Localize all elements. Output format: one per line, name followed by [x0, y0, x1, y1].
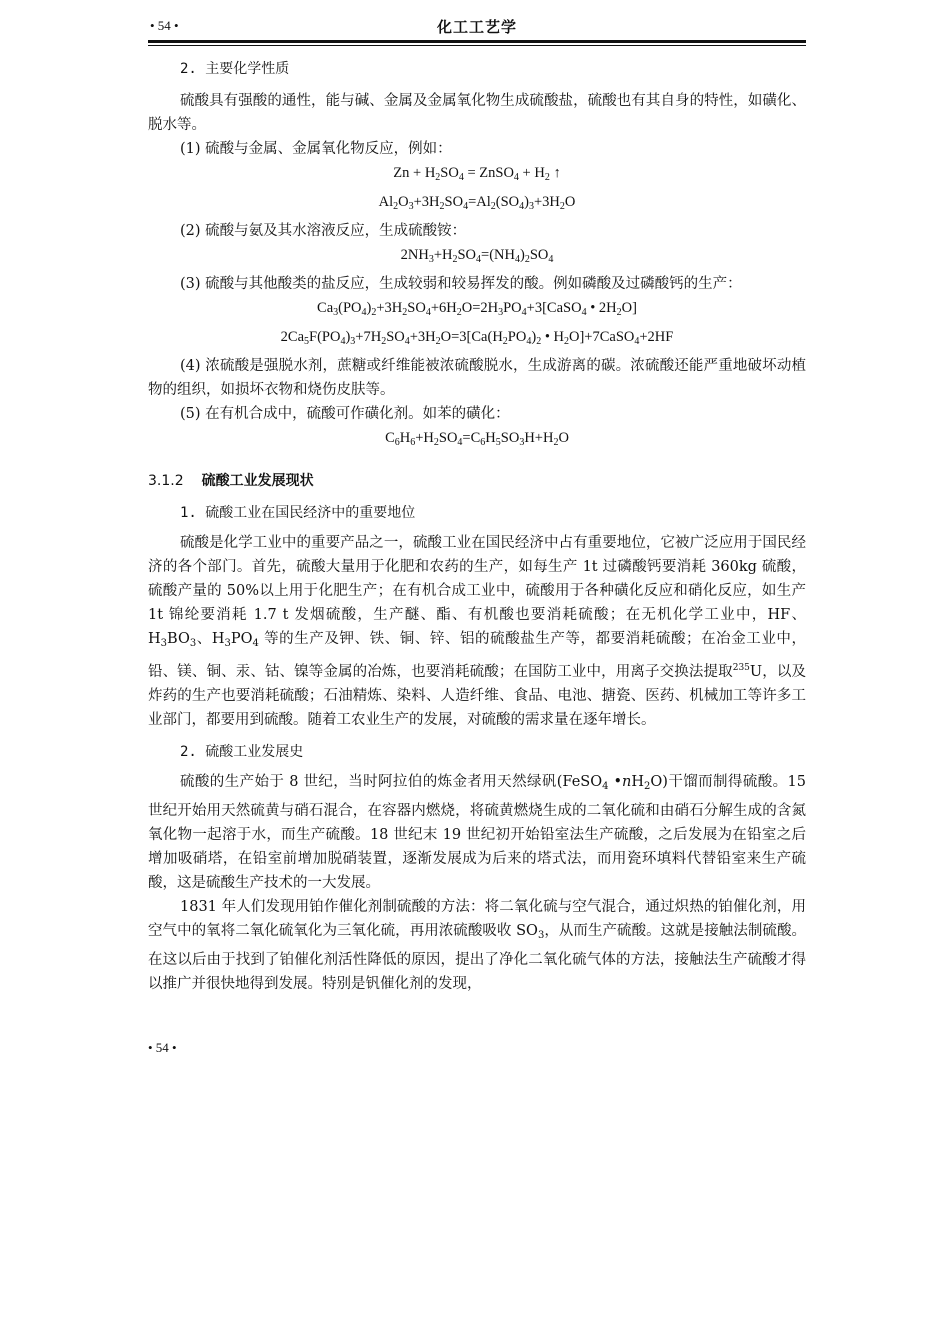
- header-rule-thick: [148, 40, 806, 43]
- paragraph-history: 硫酸的生产始于 8 世纪，当时阿拉伯的炼金者用天然绿矾(FeSO$_4$ $•nH_2O$)干馏而制得硫酸。15 世纪开始用天然硫黄与硝石混合，在容器内燃烧，将硫黄燃烧生成的二氧化硫和由硝石分解生成的含氮氧化物一起溶于水，而生产硫酸。18 世纪末 19 世纪初开始铅室法生产硫酸，之后发展为在铅室之后增加吸硝塔，在铅室前增加脱硝装置，逐渐发展成为后来的塔式法，而用瓷环填料代替铅室来生产硫酸，这是硫酸生产技术的一大发展。: [148, 774, 806, 891]
- equation-benzene: $C_6H_6+H_2SO_4=C_6H_5SO_3H+H_2O$: [385, 430, 569, 448]
- list-item-1: (1) 硫酸与金属、金属氧化物反应，例如：: [180, 141, 452, 157]
- paragraph-contact-process: 1831 年人们发现用铂作催化剂制硫酸的方法：将二氧化硫与空气混合，通过炽热的铂催化剂，用空气中的氧将二氧化硫氧化为三氧化硫，再用浓硫酸吸收 $SO_3$，从而生产硫酸。这就是接触法制硫酸。在这以后由于找到了铂催化剂活性降低的原因，提出了净化二氧化硫气体的方法，接触法生产硫酸才得以推广并很快地得到发展。特别是钒催化剂的发现，: [148, 899, 807, 992]
- header-page-number: • 54 •: [150, 18, 179, 33]
- list-item-2: (2) 硫酸与氨及其水溶液反应，生成硫酸铵：: [180, 223, 467, 239]
- page-content: [148, 57, 806, 996]
- paragraph-importance: 硫酸是化学工业中的重要产品之一，硫酸工业在国民经济中占有重要地位，它被广泛应用于国民经济的各个部门。首先，硫酸大量用于化肥和农药的生产，如每生产 1t 过磷酸钙要消耗 360kg 硫酸，硫酸产量的 50%以上用于化肥生产；在有机合成工业中，硫酸用于各种磺化反应和硝化反应，如生产 1t 锦纶要消耗 1.7 t 发烟硫酸，生产醚、酯、有机酸也要消耗硫酸；在无机化学工业中，HF、$H_3BO_3$、$H_3PO_4$ 等的生产及钾、铁、铜、锌、铝的硫酸盐生产等，都要消耗硫酸；在冶金工业中，铅、镁、铜、汞、钴、镍等金属的冶炼，也要消耗硫酸；在国防工业中，用离子交换法提取$^{235}$U，以及炸药的生产也要消耗硫酸；石油精炼、染料、人造纤维、食品、电池、搪瓷、医药、机械加工等许多工业部门，都要用到硫酸。随着工农业生产的发展，对硫酸的需求量在逐年增长。: [148, 535, 806, 728]
- section-heading-3-1-2: [148, 469, 806, 493]
- header-rule-thin: [148, 45, 806, 46]
- list-item-3: (3) 硫酸与其他酸类的盐反应，生成较弱和较易挥发的酸。例如磷酸及过磷酸钙的生产：: [180, 276, 742, 292]
- paragraph-intro: 硫酸具有强酸的通性，能与碱、金属及金属氧化物生成硫酸盐，硫酸也有其自身的特性，如磺化、脱水等。: [148, 93, 806, 133]
- subheading-history: 2. 硫酸工业发展史: [180, 744, 304, 760]
- list-item-5: (5) 在有机合成中，硫酸可作磺化剂。如苯的磺化：: [180, 406, 510, 422]
- equation-phosphate-2: $2Ca_5F(PO_4)_3+7H_2SO_4+3H_2O=3[Ca(H_2PO_4)_2$ • $H_2O]+7CaSO_4+2HF$: [280, 329, 674, 347]
- page-footer-number: • 54 •: [148, 1040, 177, 1055]
- subheading-chemical-properties: 2. 主要化学性质: [180, 61, 290, 77]
- list-item-4: (4) 浓硫酸是强脱水剂，蔗糖或纤维能被浓硫酸脱水，生成游离的碳。浓硫酸还能严重地破坏动植物的组织，如损坏衣物和烧伤皮肤等。: [148, 358, 806, 398]
- subheading-importance: 1. 硫酸工业在国民经济中的重要地位: [180, 505, 416, 521]
- equation-al2o3: $Al_2O_3+3H_2SO_4=Al_2(SO_4)_3+3H_2O$: [378, 194, 576, 212]
- section-title: 硫酸工业发展现状: [201, 473, 314, 489]
- equation-phosphate-1: $Ca_3(PO_4)_2+3H_2SO_4+6H_2O=2H_3PO_4+3[CaSO_4$ • $2H_2O$]: [317, 300, 637, 318]
- equation-zn: $Zn + H_2SO_4$ = ZnSO$_4$ + $H_2$ ↑: [393, 165, 561, 183]
- header-book-title: 化工工艺学: [436, 18, 517, 36]
- equation-nh3: $2NH_3+H_2SO_4=(NH_4)_2SO_4$: [400, 247, 554, 265]
- section-number: 3.1.2: [148, 473, 184, 489]
